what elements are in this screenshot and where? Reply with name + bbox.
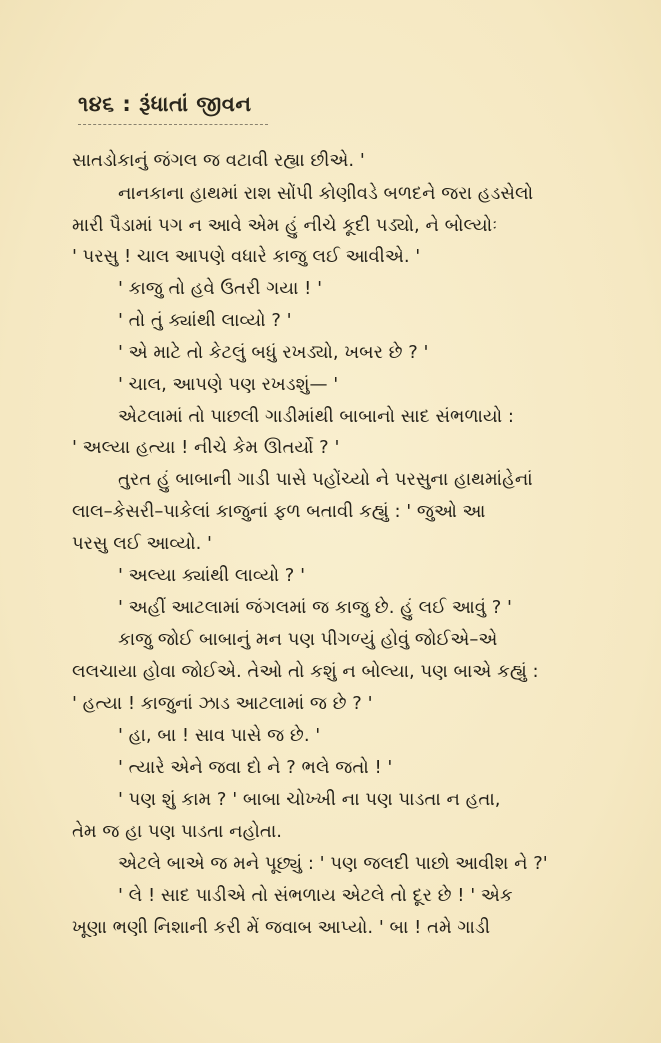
text-line: ' એ માટે તો કેટલું બધું રખડ્યો, ખબર છે ? ' <box>118 342 429 363</box>
text-line: તુરત હું બાબાની ગાડી પાસે પહોંચ્યો ને પરસુના હાથમાંહેનાં <box>118 469 533 490</box>
text-line: ખૂણા ભણી નિશાની કરી મેં જવાબ આપ્યો. ' બા ! તમે ગાડી <box>72 917 490 938</box>
text-line: એટલામાં તો પાછલી ગાડીમાંથી બાબાનો સાદ સંભળાયો : <box>118 406 514 427</box>
text-line: ' અહીં આટલામાં જંગલમાં જ કાજુ છે. હું લઈ આવું ? ' <box>118 597 512 618</box>
text-line: ' પણ શું કામ ? ' બાબા ચોખ્ખી ના પણ પાડતા ન હતા, <box>118 789 501 810</box>
text-line: ' હત્યા ! કાજુનાં ઝાડ આટલામાં જ છે ? ' <box>72 693 373 714</box>
text-line: નાનકાના હાથમાં રાશ સોંપી કોણીવડે બળદને જરા હડસેલો <box>118 183 534 204</box>
text-line: ' અલ્યા હત્યા ! નીચે કેમ ઊતર્યો ? ' <box>72 437 340 458</box>
text-line: લલચાયા હોવા જોઈએ. તેઓ તો કશું ન બોલ્યા, પણ બાએ કહ્યું : <box>72 661 539 682</box>
text-line: ' લે ! સાદ પાડીએ તો સંભળાય એટલે તો દૂર છે ! ' એક <box>118 885 513 906</box>
text-line: ' પરસુ ! ચાલ આપણે વધારે કાજુ લઈ આવીએ. ' <box>72 246 421 267</box>
text-line: ' અલ્યા ક્યાંથી લાવ્યો ? ' <box>118 565 306 586</box>
text-line: ' હા, બા ! સાવ પાસે જ છે. ' <box>118 725 321 746</box>
header-underline <box>78 124 268 125</box>
text-line: ' તો તું ક્યાંથી લાવ્યો ? ' <box>118 310 292 331</box>
text-line: તેમ જ હા પણ પાડતા નહોતા. <box>72 821 282 842</box>
text-line: એટલે બાએ જ મને પૂછ્યું : ' પણ જલદી પાછો આવીશ ને ?' <box>118 853 548 874</box>
text-line: પરસુ લઈ આવ્યો. ' <box>72 533 212 554</box>
text-line: ' કાજુ તો હવે ઉતરી ગયા ! ' <box>118 278 323 299</box>
text-line: કાજુ જોઈ બાબાનું મન પણ પીગળ્યું હોવું જોઈએ–એ <box>118 629 498 650</box>
text-line: ' ત્યારે એને જવા દો ને ? ભલે જતો ! ' <box>118 757 393 778</box>
text-line: સાતડોકાનું જંગલ જ વટાવી રહ્યા છીએ. ' <box>72 150 365 171</box>
text-line: મારી પૈડામાં પગ ન આવે એમ હું નીચે કૂદી પડ્યો, ને બોલ્યોઃ <box>72 215 498 236</box>
page-header: ૧૪૬ : રૂંધાતાં જીવન <box>78 92 252 116</box>
text-line: ' ચાલ, આપણે પણ રખડશું— ' <box>118 374 339 395</box>
text-line: લાલ–કેસરી–પાકેલાં કાજુનાં ફળ બતાવી કહ્યું : ' જુઓ આ <box>72 501 486 522</box>
